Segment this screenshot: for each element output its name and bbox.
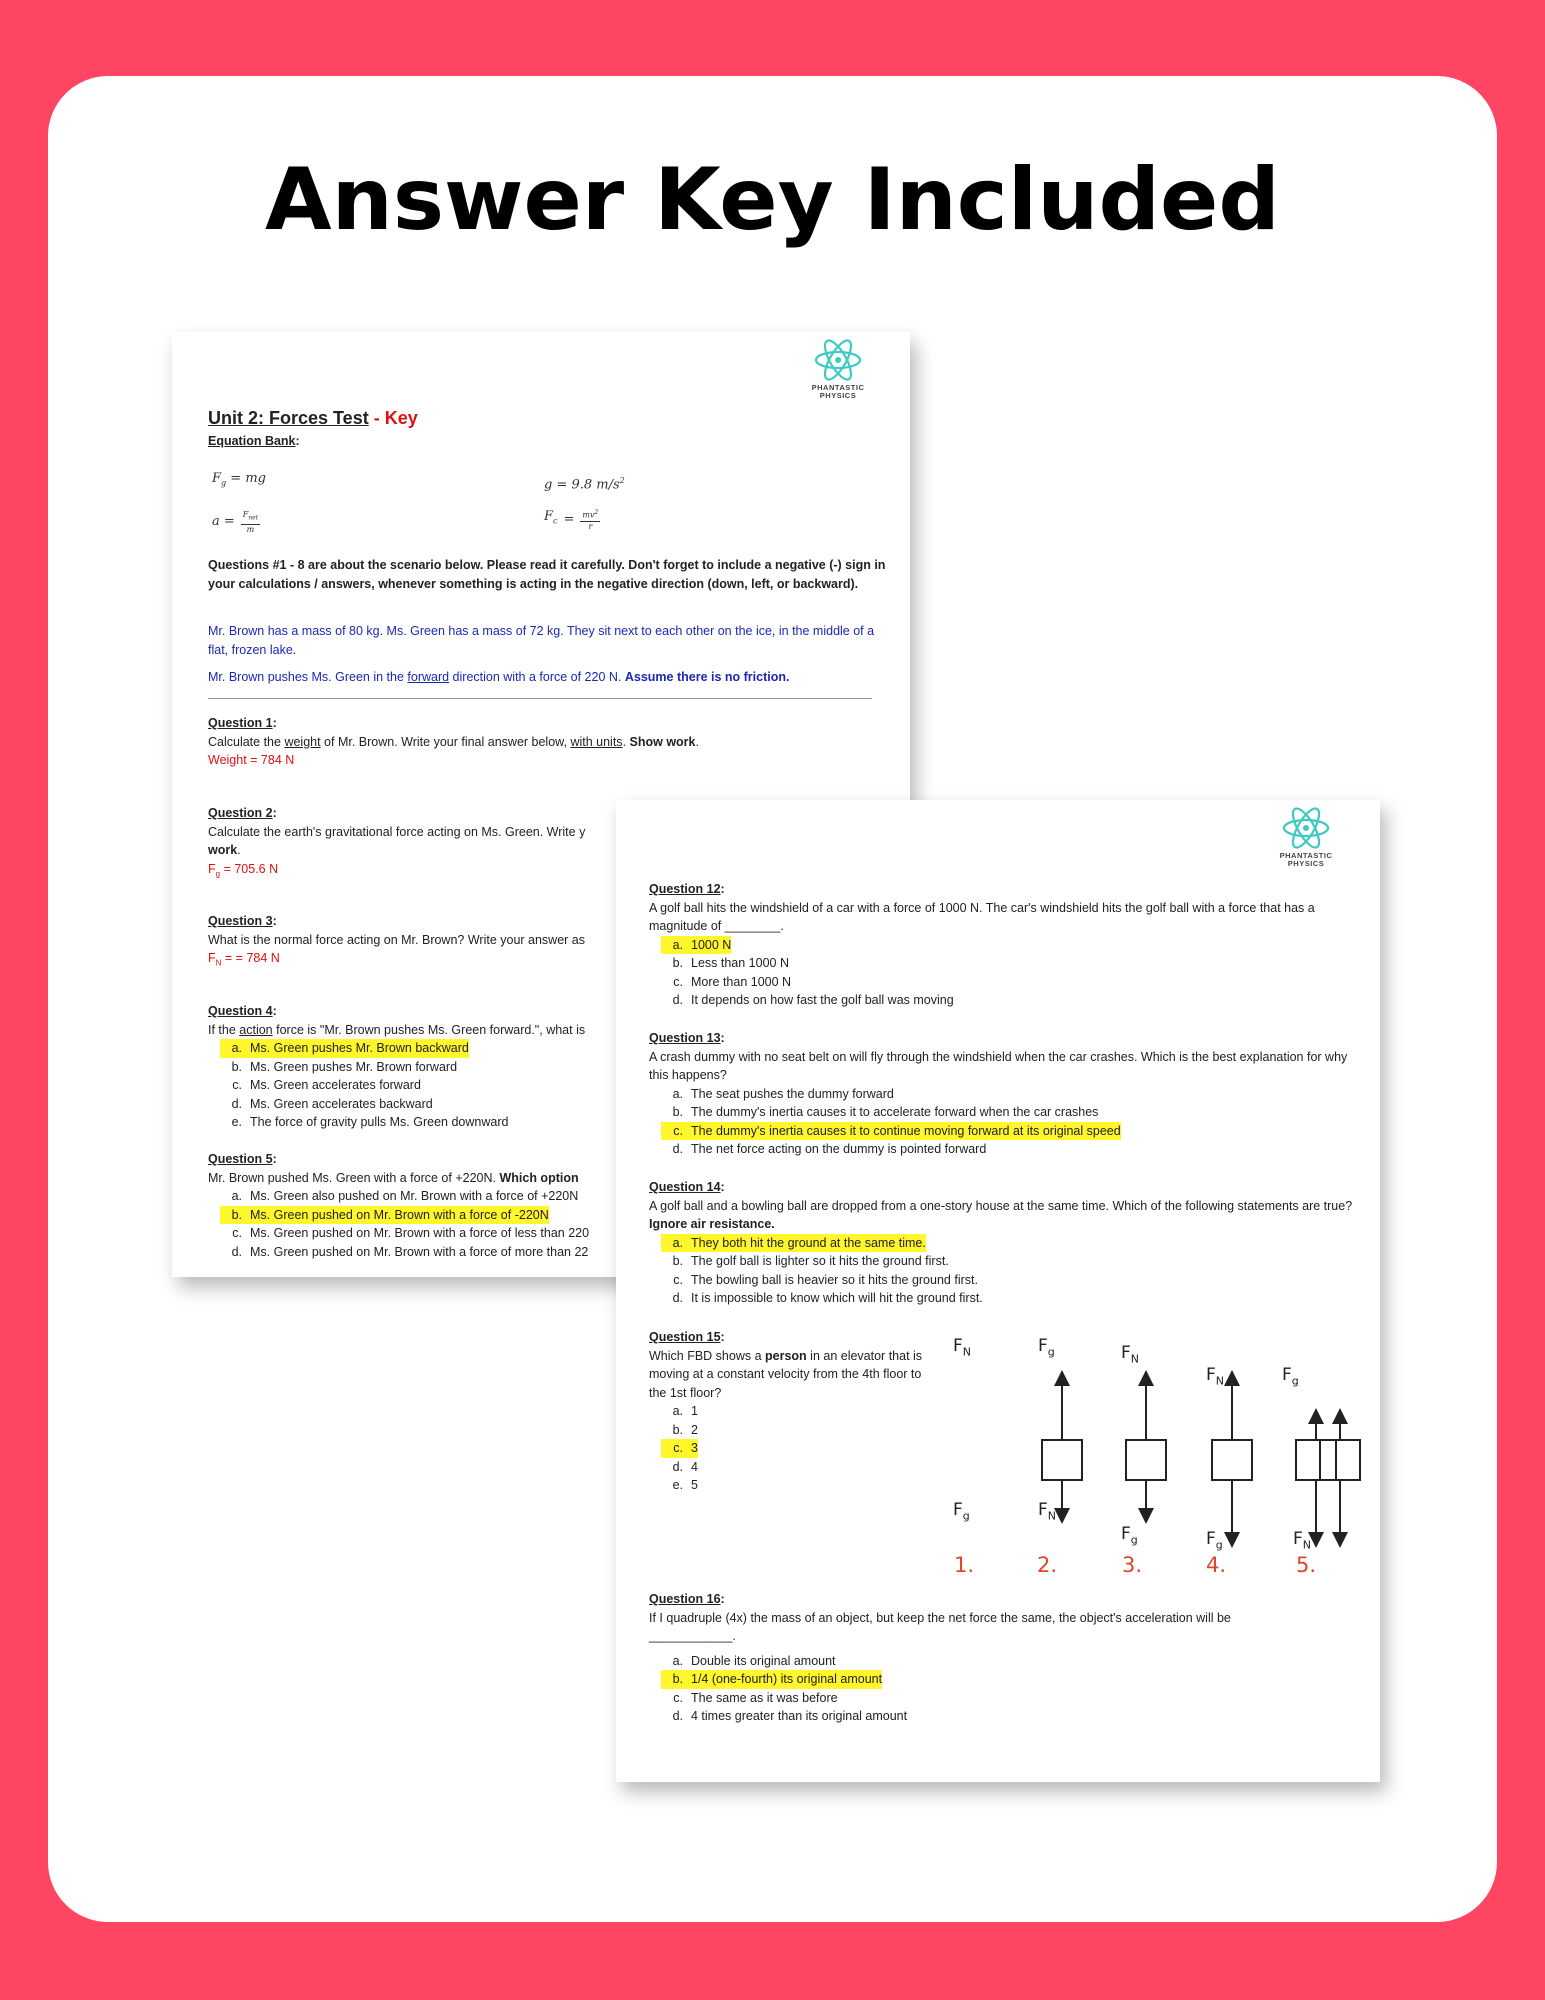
- divider: [208, 698, 872, 699]
- answer-option: [661, 1458, 929, 1477]
- fn-f: F: [953, 1336, 963, 1356]
- atom-icon: [813, 337, 863, 383]
- logo-line1: PHANTASTIC: [1279, 851, 1333, 860]
- question-14-text: [649, 1197, 1361, 1234]
- eq4-num-sup: 2: [594, 509, 599, 516]
- eq4-left: F: [544, 509, 554, 525]
- fbd-number-1: 1.: [954, 1553, 975, 1577]
- answer-option-content: [220, 1224, 589, 1243]
- answer-option: [661, 973, 1361, 992]
- answer-text: The golf ball is lighter so it hits the ground first.: [691, 1254, 949, 1268]
- answer-option: [661, 1122, 1361, 1141]
- question-13: Question 13: A crash dummy with no seat belt on will fly through the windshield when the car crashes. Which is the best explanation for why this happens? a. The seat pushes the dummy forward b. The dummy's inertia causes it to accelerate forward when the car crashes c. The dummy's inertia causes it to continue moving forward at its original speed d. The net force acting on the dummy is pointed forward: [649, 1029, 1361, 1159]
- answer-option: [661, 1234, 1361, 1253]
- q1-t4: with units: [570, 734, 623, 749]
- answer-letter: b.: [672, 1105, 683, 1119]
- q15-t3: in an elevator that is moving at a constant velocity from the 4th floor to the 1st floor?: [649, 1348, 923, 1400]
- answer-letter: a.: [231, 1189, 242, 1203]
- fbd-1-bottom-label: [953, 1501, 970, 1526]
- question-1: Question 1: Calculate the weight of Mr. Brown. Write your final answer below, with units. Show work. Weight = 784 N: [208, 714, 888, 770]
- equation-bank-text: Equation Bank: [208, 434, 296, 448]
- logo-line2: PHYSICS: [819, 391, 857, 400]
- fn-f: F: [1206, 1365, 1216, 1385]
- fbd-2-top-label: [1038, 1337, 1055, 1362]
- answer-letter: c.: [673, 1690, 683, 1705]
- answer-letter: a.: [672, 937, 683, 952]
- answer-letter: d.: [672, 993, 683, 1007]
- logo-text: [1266, 852, 1346, 868]
- answer-letter: b.: [672, 1422, 683, 1437]
- question-16-title: Question 16: [649, 1592, 721, 1606]
- answer-letter: d.: [231, 1096, 242, 1111]
- answer-option-content: [661, 1689, 838, 1708]
- scenario2-a: Mr. Brown pushes Ms. Green in the: [208, 670, 408, 684]
- answer-option-content: [661, 1402, 698, 1421]
- answer-text: 3: [691, 1441, 698, 1455]
- answer-text: The dummy's inertia causes it to continue moving forward at its original speed: [691, 1123, 1121, 1138]
- logo-text: [798, 384, 878, 400]
- fg-f: F: [1282, 1365, 1292, 1385]
- q2-ans-b: = 705.6 N: [220, 861, 279, 876]
- question-16-text: If I quadruple (4x) the mass of an object, but keep the net force the same, the object's acceleration will be: [649, 1610, 1231, 1625]
- answer-text: Ms. Green pushed on Mr. Brown with a force of less than 220: [250, 1226, 590, 1240]
- answer-text: 1/4 (one-fourth) its original amount: [691, 1672, 883, 1686]
- answer-option-content: [661, 991, 954, 1010]
- answer-option-content: [661, 1652, 836, 1671]
- answer-option-content: [661, 1421, 698, 1440]
- question-14-title: Question 14: [649, 1180, 721, 1194]
- fbd-svg-3: [1316, 1330, 1380, 1600]
- test-title: Unit 2: Forces Test: [208, 408, 369, 428]
- answer-letter: c.: [232, 1078, 242, 1092]
- q1-t7: .: [695, 734, 699, 749]
- answer-letter: b.: [231, 1207, 242, 1222]
- q15-t2: person: [765, 1348, 807, 1363]
- eq1-left: F: [212, 471, 222, 486]
- answer-text: Ms. Green pushes Mr. Brown forward: [250, 1059, 458, 1074]
- question-5-title: Question 5: [208, 1152, 273, 1166]
- q1-t1: Calculate the: [208, 734, 285, 749]
- eq4-num: mv: [582, 510, 595, 520]
- answer-option: [661, 1252, 1361, 1271]
- eq4-equals: =: [563, 511, 575, 527]
- question-13-text: A crash dummy with no seat belt on will fly through the windshield when the car crashes. Which is the best explanation for why this happens?: [649, 1049, 1348, 1082]
- q14-text: A golf ball and a bowling ball are dropped from a one-story house at the same time. Which of the following statements are true?: [649, 1198, 1353, 1213]
- answer-letter: c.: [673, 1123, 683, 1138]
- fbd-3-top-label: [1121, 1344, 1139, 1369]
- answer-text: Double its original amount: [691, 1653, 836, 1668]
- question-16-options: [649, 1652, 1361, 1726]
- question-12-title: Question 12: [649, 882, 721, 896]
- fn-sub: N: [1302, 1538, 1312, 1552]
- q5-t1: Mr. Brown pushed Ms. Green with a force of +220N.: [208, 1170, 500, 1185]
- fg-sub: g: [1047, 1345, 1055, 1359]
- answer-letter: e.: [672, 1478, 683, 1492]
- answer-letter: a.: [672, 1235, 683, 1250]
- answer-text: 5: [691, 1478, 698, 1492]
- answer-option-content: [661, 973, 791, 992]
- q2-ans-a: F: [208, 861, 216, 876]
- answer-text: Ms. Green pushes Mr. Brown backward: [250, 1041, 469, 1055]
- answer-text: The bowling ball is heavier so it hits the ground first.: [691, 1272, 978, 1287]
- answer-option: [661, 1652, 1361, 1671]
- answer-letter: b.: [672, 956, 683, 970]
- question-12: Question 12: A golf ball hits the windshield of a car with a force of 1000 N. The car's windshield hits the golf ball with a force that has a magnitude of ________. a. 1000 N b. Less than 1000 N c. More than 1000 N d. It depends on how fast the golf ball was moving: [649, 880, 1361, 1010]
- answer-text: The net force acting on the dummy is pointed forward: [691, 1142, 987, 1156]
- answer-text: It is impossible to know which will hit the ground first.: [691, 1291, 983, 1305]
- answer-text: They both hit the ground at the same time.: [691, 1235, 926, 1250]
- question-4-title: Question 4: [208, 1004, 273, 1018]
- answer-option-content: [661, 1085, 894, 1104]
- answer-option-content: [220, 1058, 457, 1077]
- answer-letter: d.: [672, 1709, 683, 1723]
- answer-letter: c.: [673, 1272, 683, 1287]
- fbd-number-5: 5.: [1296, 1553, 1317, 1577]
- key-label: - Key: [373, 408, 418, 428]
- atom-icon: [1281, 805, 1331, 851]
- answer-letter: a.: [231, 1041, 242, 1055]
- answer-option: [661, 1476, 929, 1495]
- answer-text: 4: [691, 1459, 698, 1474]
- q14-text-bold: Ignore air resistance.: [649, 1217, 775, 1231]
- scenario-paragraph-2: [208, 668, 888, 687]
- question-13-options: [649, 1085, 1361, 1159]
- answer-text: 4 times greater than its original amount: [691, 1709, 908, 1723]
- eq3-den: m: [246, 524, 255, 534]
- equation-acceleration: [212, 510, 260, 535]
- answer-text: The dummy's inertia causes it to accelerate forward when the car crashes: [691, 1105, 1099, 1119]
- fn-sub: N: [962, 1345, 972, 1359]
- answer-letter: a.: [672, 1404, 683, 1418]
- answer-option-content: [661, 1140, 986, 1159]
- fbd-2-bottom-label: [1038, 1501, 1056, 1526]
- answer-text: 1: [691, 1404, 698, 1418]
- fn-f: F: [1121, 1343, 1131, 1363]
- answer-option: [661, 1421, 929, 1440]
- q1-t3: of Mr. Brown. Write your final answer below,: [320, 734, 571, 749]
- equation-gravity: [544, 472, 625, 495]
- answer-option: [661, 1140, 1361, 1159]
- question-14: Question 14: A golf ball and a bowling ball are dropped from a one-story house at the same time. Which of the following statements are true? Ignore air resistance. a. They both hit the ground at the same time. b. The golf ball is lighter so it hits the ground first. c. The bowling ball is heavier so it hits the ground first. d. It is impossible to know which will hit the ground first.: [649, 1178, 1361, 1308]
- answer-option: [661, 1103, 1361, 1122]
- question-2: Question 2: Calculate the earth's gravitational force acting on Ms. Green. Write y work. $F_g = 705.6$ N: [208, 804, 908, 884]
- fg-sub: g: [962, 1509, 970, 1523]
- correct-answer-highlight: [661, 936, 731, 955]
- q3-ans-b: = = 784 N: [221, 951, 280, 965]
- answer-letter: a.: [672, 1653, 683, 1668]
- fn-sub: N: [1047, 1509, 1057, 1523]
- question-16-blank: ____________.: [649, 1629, 736, 1643]
- logo-line2: PHYSICS: [1287, 859, 1325, 868]
- answer-option: [661, 1402, 929, 1421]
- question-3-text: What is the normal force acting on Mr. Brown? Write your answer as: [208, 932, 586, 947]
- answer-letter: a.: [672, 1086, 683, 1101]
- answer-text: Ms. Green accelerates backward: [250, 1096, 433, 1111]
- scenario2-d: Assume there is no friction.: [624, 670, 790, 684]
- q3-ans-sub: N: [215, 958, 222, 968]
- question-13-title: Question 13: [649, 1031, 721, 1045]
- q2-ans-sub: g: [215, 869, 221, 878]
- correct-answer-highlight: [220, 1039, 469, 1058]
- fg-sub: g: [1291, 1374, 1299, 1388]
- fg-f: F: [1121, 1524, 1131, 1544]
- answer-option: [661, 954, 1361, 973]
- answer-option-content: [661, 1707, 907, 1726]
- answer-letter: d.: [672, 1291, 683, 1305]
- answer-text: It depends on how fast the golf ball was moving: [691, 993, 954, 1007]
- eq2-text: g = 9.8 m/s: [544, 477, 620, 493]
- fbd-5-top-label: [1282, 1366, 1299, 1391]
- answer-text: The seat pushes the dummy forward: [691, 1086, 894, 1101]
- q3-ans-a: F: [208, 951, 216, 965]
- answer-letter: b.: [672, 1672, 683, 1686]
- question-14-options: [649, 1234, 1361, 1308]
- question-12-options: [649, 936, 1361, 1010]
- eq1-sub: g: [221, 478, 227, 488]
- eq3-num: F: [242, 510, 249, 519]
- answer-letter: c.: [673, 1441, 683, 1455]
- page-title: [208, 406, 418, 430]
- fbd-4-bottom-label: [1206, 1530, 1223, 1555]
- headline: Answer Key Included: [265, 150, 1280, 250]
- question-3: Question 3: What is the normal force acting on Mr. Brown? Write your answer as $F_N$ = = 784 N: [208, 912, 908, 973]
- answer-option: [661, 1689, 1361, 1708]
- eq4-den: r: [588, 521, 593, 531]
- eq4-sub: c: [553, 516, 558, 526]
- answer-letter: d.: [672, 1142, 683, 1156]
- fbd-number-2: 2.: [1037, 1553, 1058, 1577]
- fg-f: F: [953, 1500, 963, 1520]
- fbd-5-bottom-label: [1293, 1530, 1311, 1555]
- question-2-text2: work: [208, 843, 238, 857]
- answer-option-content: [661, 1458, 698, 1477]
- correct-answer-highlight: [661, 1670, 882, 1689]
- correct-answer-highlight: [220, 1206, 549, 1225]
- answer-option-content: [661, 1289, 983, 1308]
- answer-option-content: [220, 1076, 421, 1095]
- answer-text: Ms. Green pushed on Mr. Brown with a force of -220N: [250, 1207, 549, 1222]
- q4-t1: If the: [208, 1022, 240, 1037]
- fbd-number-4: 4.: [1206, 1553, 1227, 1577]
- question-1-title: Question 1: [208, 716, 273, 730]
- answer-option-content: [220, 1243, 588, 1262]
- answer-letter: d.: [231, 1244, 242, 1259]
- answer-text: Ms. Green pushed on Mr. Brown with a force of more than 22: [250, 1244, 589, 1259]
- question-3-title: Question 3: [208, 914, 273, 928]
- answer-option-content: [220, 1187, 578, 1206]
- fn-f: F: [1293, 1529, 1303, 1549]
- question-15-options: [649, 1402, 929, 1495]
- answer-option: [661, 1271, 1361, 1290]
- question-1-answer: Weight = 784 N: [208, 753, 295, 767]
- question-16: Question 16: If I quadruple (4x) the mass of an object, but keep the net force the same, the object's acceleration will be ____________. a. Double its original amount b. 1/4 (one-fourth) its original amount c. The same as it was before d. 4 times greater than its original amount: [649, 1590, 1361, 1726]
- answer-text: 1000 N: [691, 937, 732, 952]
- answer-option: [661, 1439, 929, 1458]
- answer-option-content: [661, 954, 789, 973]
- fn-sub: N: [1215, 1374, 1225, 1388]
- answer-letter: b.: [672, 1254, 683, 1268]
- answer-text: 2: [691, 1422, 698, 1437]
- question-5: Question 5: Mr. Brown pushed Ms. Green with a force of +220N. Which option a. Ms. Green also pushed on Mr. Brown with a force of +220N b. Ms. Green pushed on Mr. Brown with a force of -220N c. Ms. Green pushed on Mr. Brown with a force of less than 220 d. Ms. Green pushed on Mr. Brown with a force of more than 22: [208, 1150, 908, 1261]
- question-12-text: A golf ball hits the windshield of a car with a force of 1000 N. The car's windshield hits the golf ball with a force that has a magnitude of ________.: [649, 900, 1315, 933]
- fg-f: F: [1206, 1529, 1216, 1549]
- answer-text: Ms. Green accelerates forward: [250, 1078, 421, 1092]
- logo-line1: PHANTASTIC: [811, 383, 865, 392]
- q2-end: .: [237, 843, 241, 857]
- answer-text: Less than 1000 N: [691, 956, 789, 970]
- equation-centripetal: [544, 508, 600, 532]
- fg-sub: g: [1215, 1538, 1223, 1552]
- answer-text: Ms. Green also pushed on Mr. Brown with a force of +220N: [250, 1189, 579, 1203]
- q1-t6: Show work: [629, 734, 696, 749]
- answer-option: [661, 1289, 1361, 1308]
- question-4: Question 4: If the action force is "Mr. Brown pushes Ms. Green forward.", what is a. Ms. Green pushes Mr. Brown backward b. Ms. Green pushes Mr. Brown forward c. Ms. Green accelerates forward d. Ms. Green accelerates backward e. The force of gravity pulls Ms. Green downward: [208, 1002, 908, 1132]
- scenario2-c: direction with a force of 220 N.: [449, 670, 625, 684]
- question-15-title: Question 15: [649, 1330, 721, 1344]
- correct-answer-highlight: [661, 1439, 698, 1458]
- fbd-3-bottom-label: [1121, 1525, 1138, 1550]
- answer-option-content: [220, 1113, 508, 1132]
- answer-option: [661, 936, 1361, 955]
- fn-sub: N: [1130, 1352, 1140, 1366]
- question-1-text: [208, 733, 888, 752]
- question-15: Question 15: Which FBD shows a person in an elevator that is moving at a constant velocity from the 4th floor to the 1st floor? a. 1 b. 2 c. 3 d. 4 e. 5: [649, 1328, 929, 1495]
- correct-answer-highlight: [661, 1122, 1121, 1141]
- answer-letter: e.: [231, 1115, 242, 1129]
- fn-f: F: [1038, 1500, 1048, 1520]
- answer-letter: d.: [672, 1459, 683, 1474]
- fbd-4-top-label: [1206, 1366, 1224, 1391]
- answer-text: More than 1000 N: [691, 974, 792, 989]
- question-15-text: [649, 1347, 929, 1403]
- answer-option: [661, 991, 1361, 1010]
- answer-option: [661, 1670, 1361, 1689]
- answer-option: [661, 1085, 1361, 1104]
- scenario2-b: forward: [407, 670, 450, 684]
- fbd-number-3: 3.: [1122, 1553, 1143, 1577]
- q4-t3: force is "Mr. Brown pushes Ms. Green forward.", what is: [272, 1022, 586, 1037]
- answer-option-content: [661, 1252, 949, 1271]
- eq2-sup: 2: [619, 476, 625, 485]
- q15-t1: Which FBD shows a: [649, 1348, 766, 1363]
- answer-letter: c.: [232, 1226, 242, 1240]
- correct-answer-highlight: [661, 1234, 926, 1253]
- equation-bank-label: Equation Bank:: [208, 434, 300, 448]
- answer-option-content: [661, 1103, 1098, 1122]
- eq3-num-sub: net: [248, 514, 259, 522]
- instructions: Questions #1 - 8 are about the scenario below. Please read it carefully. Don't forget to include a negative (-) sign in your calculations / answers, whenever something is acting in the negative direction (down, left, or backward).: [208, 558, 886, 591]
- answer-option-content: [661, 1271, 978, 1290]
- test-page-2: [616, 800, 1380, 1782]
- fbd-5: [1320, 1416, 1360, 1540]
- question-2-title: Question 2: [208, 806, 273, 820]
- fg-sub: g: [1130, 1533, 1138, 1547]
- answer-letter: b.: [231, 1059, 242, 1074]
- scenario-paragraph-1: Mr. Brown has a mass of 80 kg. Ms. Green has a mass of 72 kg. They sit next to each other on the ice, in the middle of a flat, frozen lake.: [208, 624, 875, 657]
- answer-text: The same as it was before: [691, 1690, 838, 1705]
- answer-option: [661, 1707, 1361, 1726]
- answer-text: The force of gravity pulls Ms. Green downward: [250, 1115, 509, 1129]
- q5-t2: Which option: [499, 1170, 579, 1185]
- equation-weight: [212, 470, 266, 493]
- answer-letter: c.: [673, 974, 683, 989]
- q1-t5: .: [622, 734, 630, 749]
- eq1-right: = mg: [230, 471, 266, 486]
- eq3-left: a =: [212, 514, 235, 530]
- answer-option-content: [220, 1095, 433, 1114]
- q1-t2: weight: [284, 734, 321, 749]
- fbd-1-top-label: [953, 1337, 971, 1362]
- q4-t2: action: [239, 1022, 273, 1037]
- question-2-text: Calculate the earth's gravitational force acting on Ms. Green. Write y: [208, 824, 586, 839]
- answer-option-content: [661, 1476, 698, 1495]
- fg-f: F: [1038, 1336, 1048, 1356]
